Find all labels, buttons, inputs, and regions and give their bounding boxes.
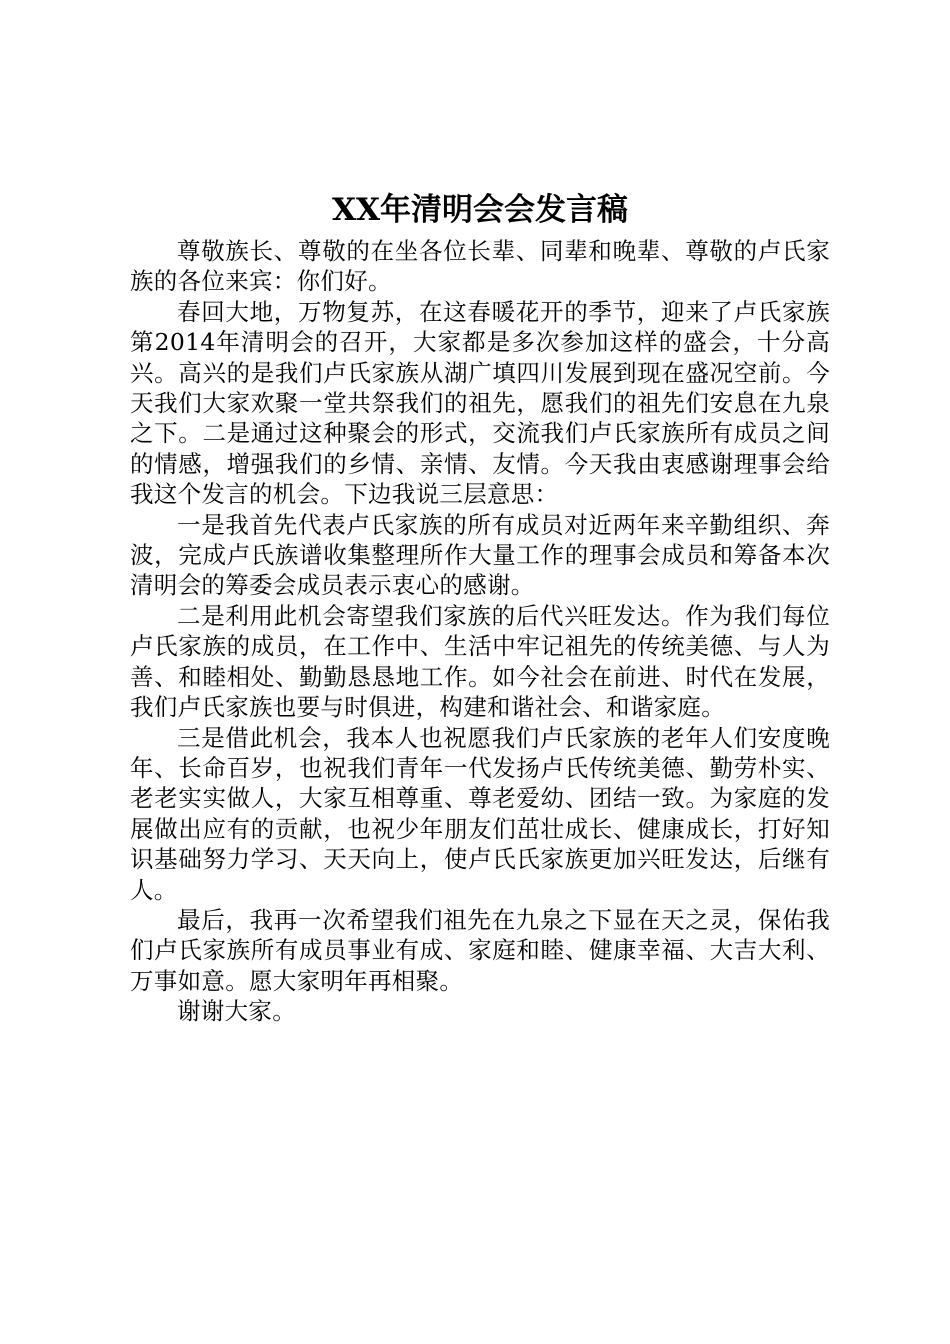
paragraph-point-two: 二是利用此机会寄望我们家族的后代兴旺发达。作为我们每位卢氏家族的成员，在工作中、生活中牢记祖先的传统美德、与人为善、和睦相处、勤勤恳恳地工作。如今社会在前进、时代在发展，我们卢氏家族也要与时俱进，构建和谐社会、和谐家庭。 xyxy=(130,601,830,722)
document-title: XX年清明会会发言稿 xyxy=(331,192,629,228)
paragraph-opening: 春回大地，万物复苏，在这春暖花开的季节，迎来了卢氏家族第2014年清明会的召开，大家都是多次参加这样的盛会，十分高兴。高兴的是我们卢氏家族从湖广填四川发展到现在盛况空前。今天我们大家欢聚一堂共祭我们的祖先，愿我们的祖先们安息在九泉之下。二是通过这种聚会的形式，交流我们卢氏家族所有成员之间的情感，增强我们的乡情、亲情、友情。今天我由衷感谢理事会给我这个发言的机会。下边我说三层意思： xyxy=(130,297,830,509)
paragraph-point-one: 一是我首先代表卢氏家族的所有成员对近两年来辛勤组织、奔波，完成卢氏族谱收集整理所作大量工作的理事会成员和筹备本次清明会的筹委会成员表示衷心的感谢。 xyxy=(130,510,830,600)
paragraph-point-three: 三是借此机会，我本人也祝愿我们卢氏家族的老年人们安度晚年、长命百岁，也祝我们青年一代发扬卢氏传统美德、勤劳朴实、老老实实做人，大家互相尊重、尊老爱幼、团结一致。为家庭的发展做出应有的贡献，也祝少年朋友们茁壮成长、健康成长，打好知识基础努力学习、天天向上，使卢氏氏家族更加兴旺发达，后继有人。 xyxy=(130,723,830,904)
paragraph-greeting: 尊敬族长、尊敬的在坐各位长辈、同辈和晚辈、尊敬的卢氏家族的各位来宾：你们好。 xyxy=(130,237,830,296)
document-page xyxy=(130,188,830,1027)
paragraph-thanks: 谢谢大家。 xyxy=(177,997,296,1026)
paragraph-closing: 最后，我再一次希望我们祖先在九泉之下显在天之灵，保佑我们卢氏家族所有成员事业有成、家庭和睦、健康幸福、大吉大利、万事如意。愿大家明年再相聚。 xyxy=(130,905,830,995)
